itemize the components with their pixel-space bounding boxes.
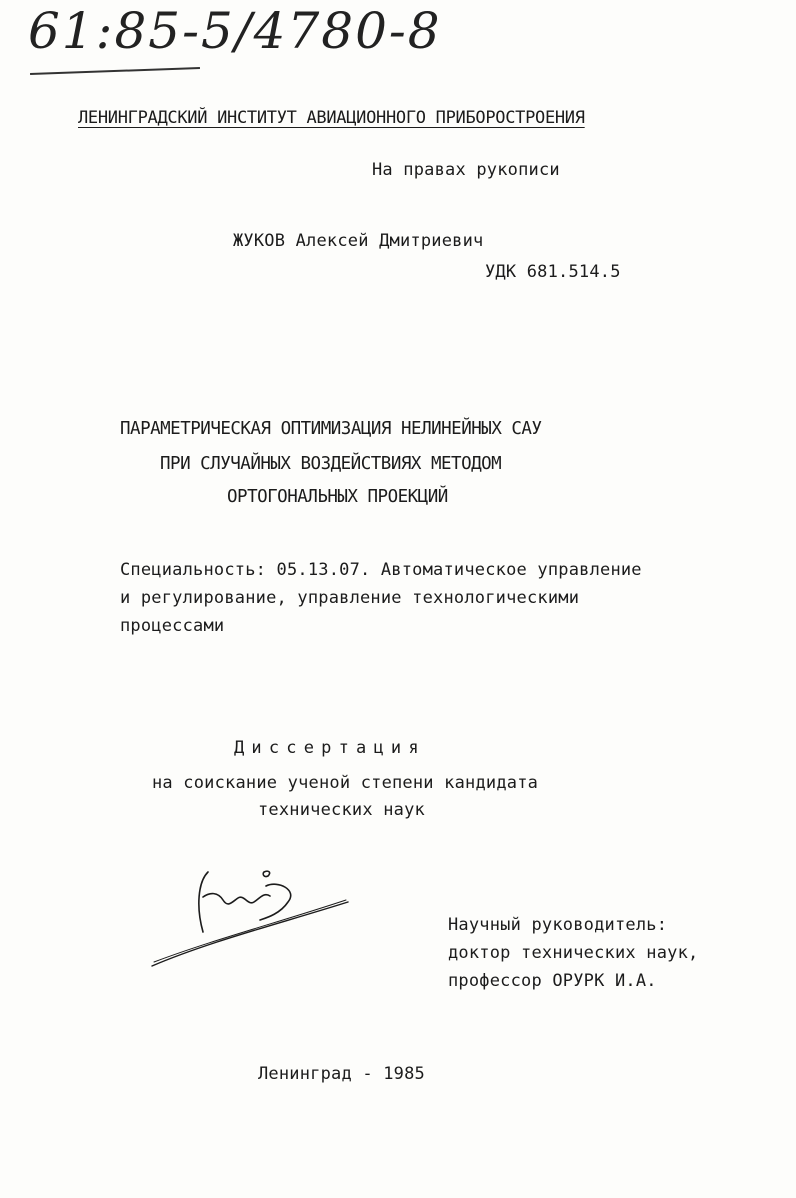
specialty-line-1: Специальность: 05.13.07. Автоматическое управление [120, 560, 642, 580]
author-name: ЖУКОВ Алексей Дмитриевич [233, 231, 484, 251]
specialty-line-3: процессами [120, 616, 225, 636]
handwritten-underline [30, 67, 200, 75]
handwritten-archive-number: 61:85-5/4780-8 [28, 2, 442, 60]
udk-code: УДК 681.514.5 [485, 262, 621, 282]
dissertation-label: Диссертация [234, 738, 426, 758]
supervisor-line-1: Научный руководитель: [448, 915, 668, 935]
place-and-year: Ленинград - 1985 [258, 1064, 425, 1084]
supervisor-block [448, 911, 698, 995]
thesis-title-line-2: ПРИ СЛУЧАЙНЫХ ВОЗДЕЙСТВИЯХ МЕТОДОМ [160, 454, 502, 474]
degree-line-1: на соискание ученой степени кандидата [152, 773, 539, 793]
manuscript-rights-note: На правах рукописи [372, 160, 560, 180]
supervisor-line-3: профессор ОРУРК И.А. [448, 971, 657, 991]
specialty-block [120, 556, 642, 640]
supervisor-line-2: доктор технических наук, [448, 943, 699, 963]
thesis-title-line-1: ПАРАМЕТРИЧЕСКАЯ ОПТИМИЗАЦИЯ НЕЛИНЕЙНЫХ САУ [120, 419, 542, 439]
signature-image [148, 862, 358, 972]
specialty-line-2: и регулирование, управление технологическими [120, 588, 580, 608]
institute-name: ЛЕНИНГРАДСКИЙ ИНСТИТУТ АВИАЦИОННОГО ПРИБОРОСТРОЕНИЯ [78, 108, 585, 128]
degree-line-2: технических наук [258, 800, 425, 820]
thesis-title-line-3: ОРТОГОНАЛЬНЫХ ПРОЕКЦИЙ [227, 487, 448, 507]
